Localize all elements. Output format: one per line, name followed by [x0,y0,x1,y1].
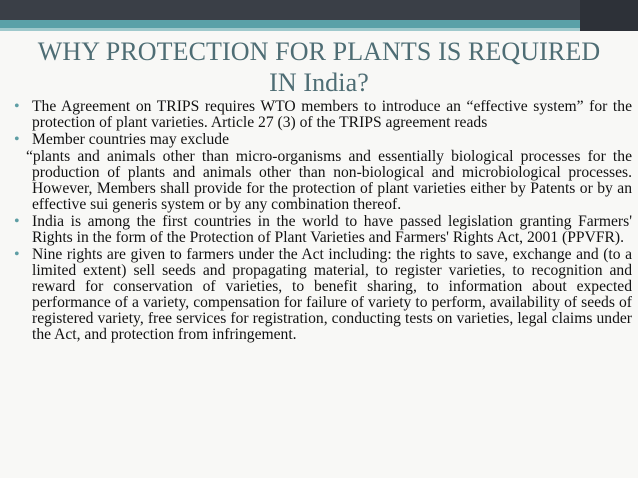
bullet-item-exclude [12,132,632,148]
bullet-icon: • [14,131,20,148]
bullet-text: Member countries may exclude [32,131,230,148]
header-teal-stripe [0,20,638,28]
slide-title [12,36,626,98]
bullet-item-nine-rights [12,247,632,343]
bullet-icon: • [14,98,20,115]
bullet-text: The Agreement on TRIPS requires WTO members to introduce an “effective system” for the protection of plant varieties. Article 27 (3) of the TRIPS agreement reads [32,98,632,131]
bullet-item-india [12,214,632,246]
slide-title-line-1: WHY PROTECTION FOR PLANTS IS REQUIRED [37,37,601,66]
quoted-article-text: “plants and animals other than micro-organisms and essentially biological processes for the production of plants and animals other than non-biological and microbiological processes. However, Members shall provide for the protection of plant varieties either by Patents or by an effective sui generis system or by any combination thereof. [26,148,632,213]
bullet-item-trips [12,99,632,131]
slide-body [12,99,632,344]
slide-title-line-2: IN India? [269,68,369,97]
header-accent-stripe [0,28,638,31]
bullet-text: India is among the first countries in the world to have passed legislation granting Farmers' Rights in the form of the Protection of Plant Varieties and Farmers' Rights Act, 2001 (PPVFR). [32,213,632,246]
header-band [0,0,638,20]
bullet-icon: • [14,246,20,263]
bullet-icon: • [14,213,20,230]
header-corner-block [580,0,638,31]
bullet-text: Nine rights are given to farmers under the Act including: the rights to save, exchange and (to a limited extent) sell seeds and propagating material, to register varieties, to recognition and reward for conservation of varieties, to benefit sharing, to information about expected performance of a variety, compensation for failure of variety to perform, availability of seeds of registered variety, free services for registration, conducting tests on varieties, legal claims under the Act, and protection from infringement. [32,246,632,343]
